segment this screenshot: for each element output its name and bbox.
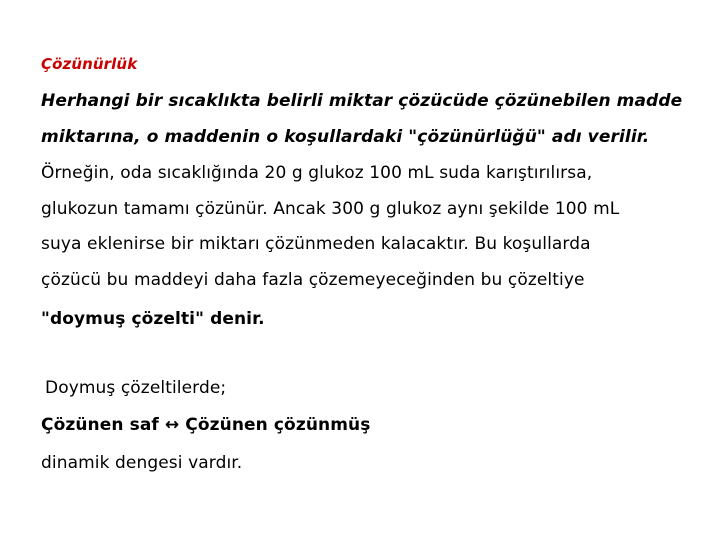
example-line-5: "doymuş çözelti" denir. [41,309,265,329]
equilibrium-equation: Çözünen saf ↔ Çözünen çözünmüş [41,415,371,435]
example-line-4: çözücü bu maddeyi daha fazla çözemeyeceğinden bu çözeltiye [41,270,585,290]
example-line-2: glukozun tamamı çözünür. Ancak 300 g glukoz aynı şekilde 100 mL [41,199,620,219]
example-line-3: suya eklenirse bir miktarı çözünmeden kalacaktır. Bu koşullarda [41,234,591,254]
slide-title: Çözünürlük [41,55,138,73]
equilibrium-outro: dinamik dengesi vardır. [41,453,243,473]
example-line-1: Örneğin, oda sıcaklığında 20 g glukoz 100 mL suda karıştırılırsa, [41,163,593,183]
definition-line-1: Herhangi bir sıcaklıkta belirli miktar çözücüde çözünebilen madde [41,91,683,111]
definition-line-2: miktarına, o maddenin o koşullardaki "çözünürlüğü" adı verilir. [41,127,650,147]
equilibrium-intro: Doymuş çözeltilerde; [45,378,227,398]
